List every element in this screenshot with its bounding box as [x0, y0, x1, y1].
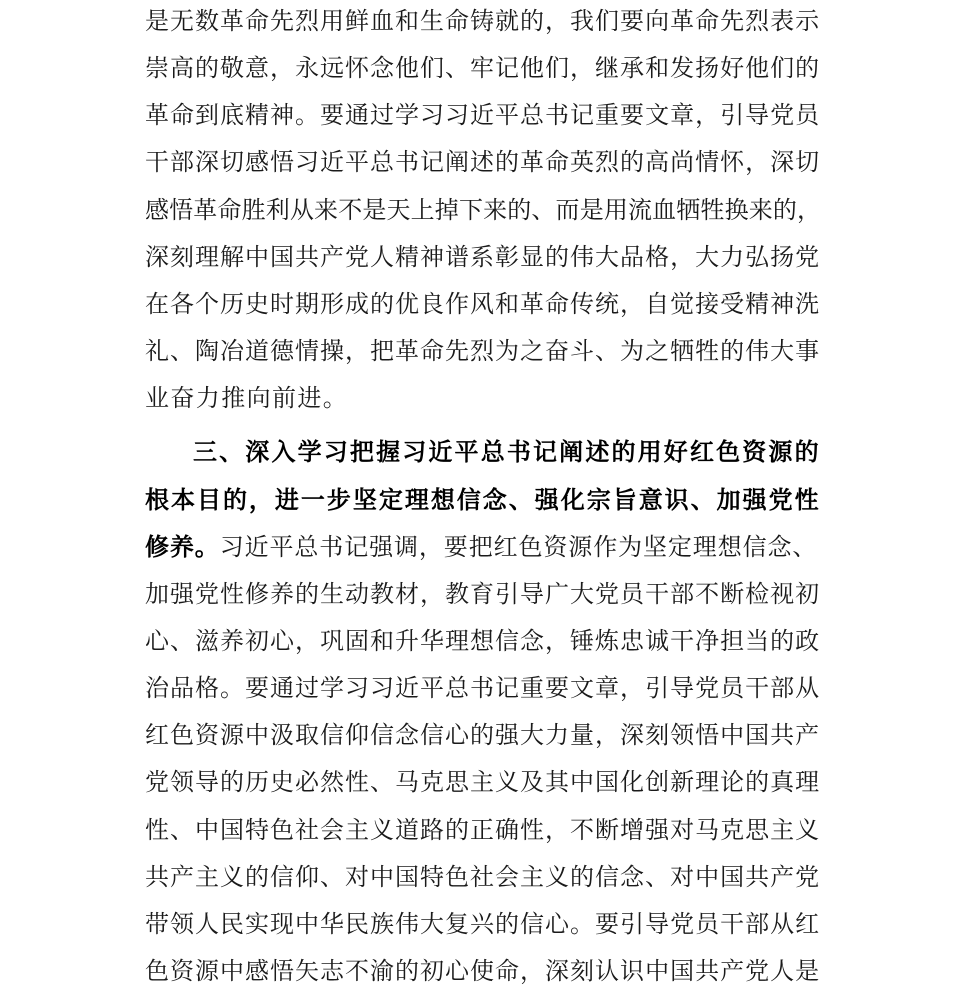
text-line: 红色资源中汲取信仰信念信心的强大力量，深刻领悟中国共产: [145, 721, 820, 750]
text-line: 崇高的敬意，永远怀念他们、牢记他们，继承和发扬好他们的: [145, 54, 820, 83]
text-line: 共产主义的信仰、对中国特色社会主义的信念、对中国共产党: [145, 862, 820, 891]
text-line: 在各个历史时期形成的优良作风和革命传统，自觉接受精神洗: [145, 289, 820, 318]
text-line: 业奋力推向前进。: [145, 384, 349, 413]
text-line: 心、滋养初心，巩固和升华理想信念，锤炼忠诚干净担当的政: [145, 626, 820, 655]
text-line: 礼、陶冶道德情操，把革命先烈为之奋斗、为之牺牲的伟大事: [145, 337, 820, 366]
text-line: 带领人民实现中华民族伟大复兴的信心。要引导党员干部从红: [145, 909, 820, 938]
text-line: 加强党性修养的生动教材，教育引导广大党员干部不断检视初: [145, 579, 820, 608]
text-span: 习近平总书记强调，要把红色资源作为坚定理想信念、: [219, 532, 818, 561]
text-line: 治品格。要通过学习习近平总书记重要文章，引导党员干部从: [145, 674, 820, 703]
section-heading-line: 根本目的，进一步坚定理想信念、强化宗旨意识、加强党性: [145, 485, 820, 514]
text-line: 党领导的历史必然性、马克思主义及其中国化创新理论的真理: [145, 768, 820, 797]
section-heading-line: 三、深入学习把握习近平总书记阐述的用好红色资源的: [193, 438, 820, 467]
text-line: 干部深切感悟习近平总书记阐述的革命英烈的高尚情怀，深切: [145, 148, 820, 177]
text-line: 感悟革命胜利从来不是天上掉下来的、而是用流血牺牲换来的，: [145, 195, 822, 224]
text-line: 是无数革命先烈用鲜血和生命铸就的，我们要向革命先烈表示: [145, 7, 820, 35]
mixed-line: [145, 529, 820, 565]
text-line: 革命到底精神。要通过学习习近平总书记重要文章，引导党员: [145, 101, 820, 130]
text-line: 性、中国特色社会主义道路的正确性，不断增强对马克思主义: [145, 815, 820, 844]
text-line: 色资源中感悟矢志不渝的初心使命，深刻认识中国共产党人是: [145, 957, 820, 985]
section-heading-end: 修养。: [145, 532, 220, 561]
text-line: 深刻理解中国共产党人精神谱系彰显的伟大品格，大力弘扬党: [145, 242, 820, 271]
